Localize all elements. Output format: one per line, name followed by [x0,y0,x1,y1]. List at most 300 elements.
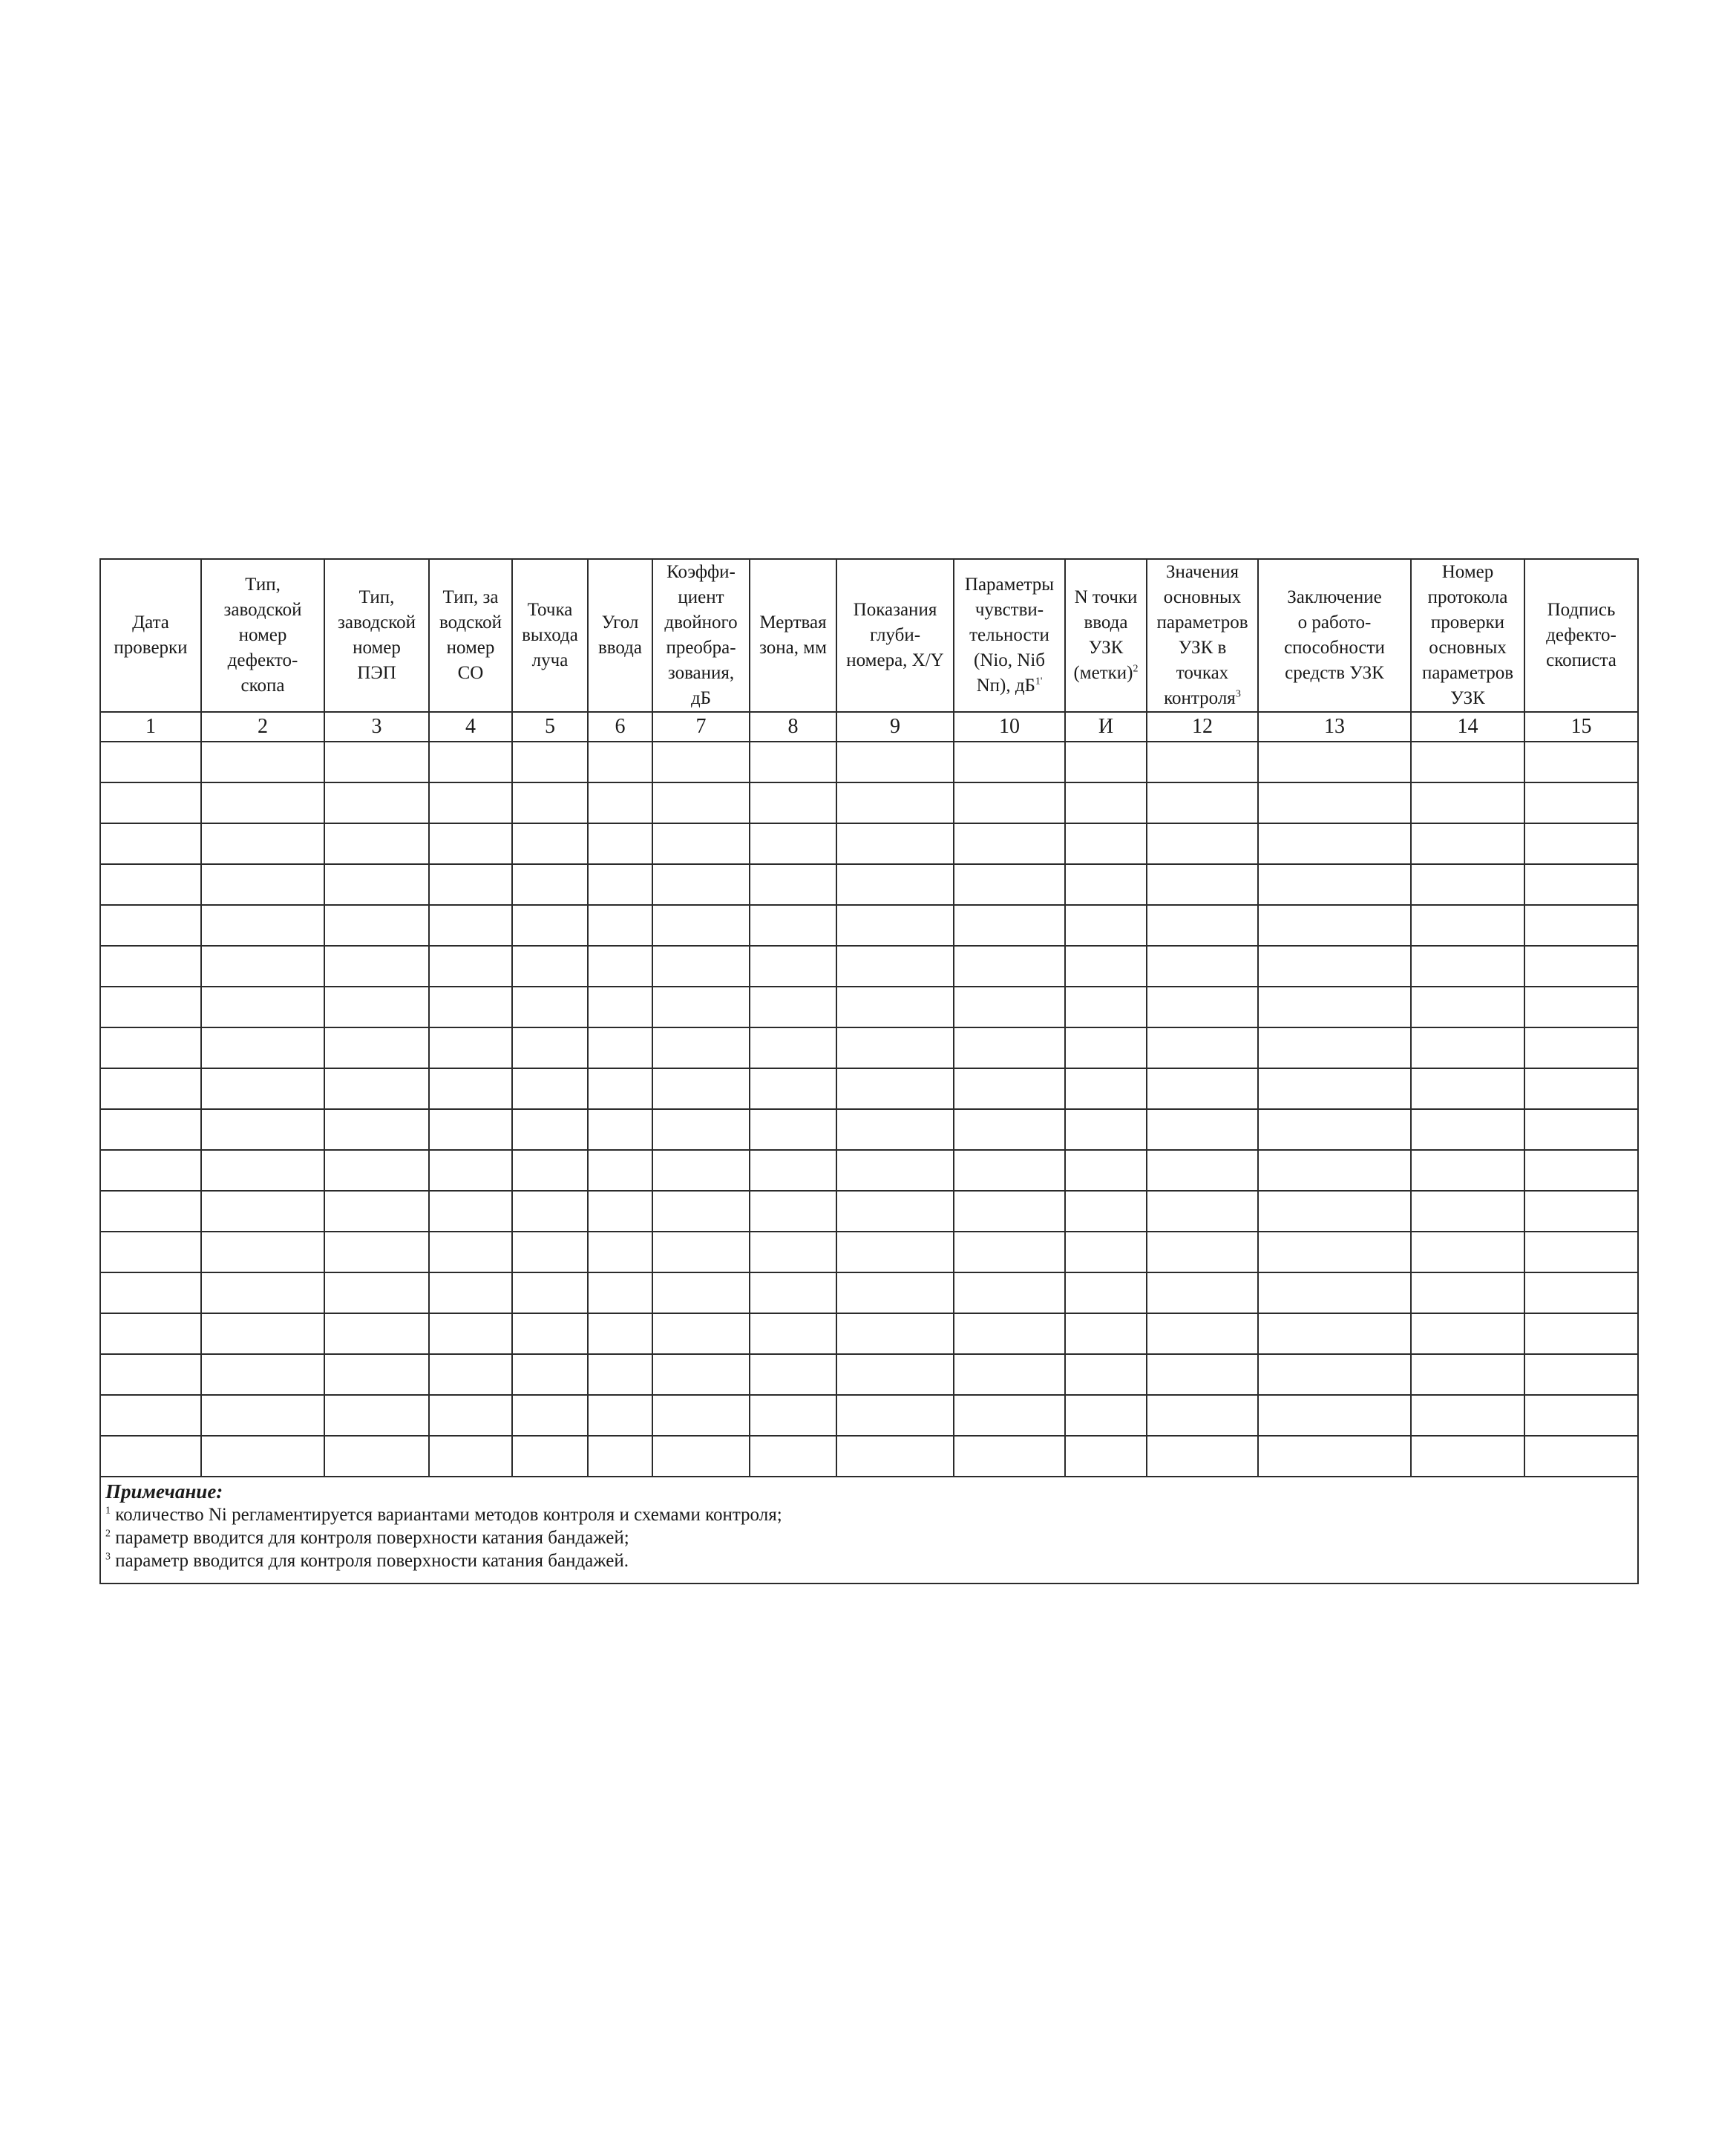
table-cell[interactable] [1524,1395,1638,1436]
table-cell[interactable] [201,1232,324,1272]
table-cell[interactable] [201,1272,324,1313]
table-cell[interactable] [750,946,836,987]
table-cell[interactable] [1524,823,1638,864]
table-cell[interactable] [1524,1150,1638,1191]
table-cell[interactable] [512,1191,588,1232]
table-cell[interactable] [750,1150,836,1191]
table-cell[interactable] [512,1150,588,1191]
table-cell[interactable] [836,1313,954,1354]
table-cell[interactable] [954,1313,1065,1354]
table-cell[interactable] [1411,1232,1524,1272]
table-cell[interactable] [1065,1395,1147,1436]
header-beam-exit-point: Точка выхода луча [512,559,588,712]
table-cell[interactable] [100,823,201,864]
table-cell[interactable] [1065,1027,1147,1068]
table-cell[interactable] [750,1354,836,1395]
table-cell[interactable] [100,1191,201,1232]
table-cell[interactable] [1258,1395,1411,1436]
table-cell[interactable] [1147,1232,1258,1272]
table-cell[interactable] [512,823,588,864]
table-cell[interactable] [324,1436,429,1477]
column-number: 8 [750,712,836,742]
table-cell[interactable] [512,1109,588,1150]
table-cell[interactable] [954,1027,1065,1068]
table-cell[interactable] [1258,987,1411,1027]
table-cell[interactable] [652,1109,750,1150]
table-cell[interactable] [201,1109,324,1150]
table-cell[interactable] [652,1150,750,1191]
table-row [100,864,1638,905]
table-cell[interactable] [750,782,836,823]
header-superscript: 1' [1035,676,1043,687]
table-cell[interactable] [1411,905,1524,946]
table-cell[interactable] [324,1027,429,1068]
table-cell[interactable] [429,905,512,946]
table-cell[interactable] [1147,1354,1258,1395]
table-cell[interactable] [1065,987,1147,1027]
table-cell[interactable] [750,1395,836,1436]
table-cell[interactable] [1524,1232,1638,1272]
table-cell[interactable] [429,782,512,823]
table-cell[interactable] [512,782,588,823]
table-cell[interactable] [652,1027,750,1068]
table-cell[interactable] [324,1232,429,1272]
table-cell[interactable] [100,782,201,823]
table-cell[interactable] [1524,782,1638,823]
table-cell[interactable] [1524,1272,1638,1313]
table-cell[interactable] [750,1272,836,1313]
table-cell[interactable] [429,987,512,1027]
table-cell[interactable] [1411,1313,1524,1354]
table-cell[interactable] [1524,1109,1638,1150]
table-cell[interactable] [836,987,954,1027]
table-cell[interactable] [1147,987,1258,1027]
table-cell[interactable] [652,742,750,782]
table-cell[interactable] [836,1232,954,1272]
table-cell[interactable] [1258,782,1411,823]
table-cell[interactable] [652,987,750,1027]
table-cell[interactable] [954,823,1065,864]
table-cell[interactable] [1524,905,1638,946]
table-cell[interactable] [100,987,201,1027]
table-cell[interactable] [324,1395,429,1436]
table-cell[interactable] [1258,823,1411,864]
table-cell[interactable] [652,1436,750,1477]
table-cell[interactable] [652,1313,750,1354]
table-cell[interactable] [1258,1027,1411,1068]
table-cell[interactable] [1411,1068,1524,1109]
table-cell[interactable] [1258,1436,1411,1477]
table-cell[interactable] [324,823,429,864]
table-cell[interactable] [750,742,836,782]
table-cell[interactable] [954,905,1065,946]
table-cell[interactable] [1411,782,1524,823]
table-cell[interactable] [588,1027,652,1068]
table-cell[interactable] [512,905,588,946]
table-cell[interactable] [954,864,1065,905]
table-cell[interactable] [201,1395,324,1436]
table-cell[interactable] [1411,1436,1524,1477]
table-cell[interactable] [836,782,954,823]
table-cell[interactable] [1147,946,1258,987]
table-cell[interactable] [750,1436,836,1477]
note-row [100,1477,1638,1584]
table-cell[interactable] [954,1272,1065,1313]
table-cell[interactable] [836,823,954,864]
table-cell[interactable] [1411,987,1524,1027]
table-cell[interactable] [1065,1232,1147,1272]
table-cell[interactable] [429,823,512,864]
table-cell[interactable] [954,1068,1065,1109]
table-cell[interactable] [836,1272,954,1313]
table-cell[interactable] [1147,1027,1258,1068]
table-cell[interactable] [588,1436,652,1477]
table-cell[interactable] [750,1027,836,1068]
table-cell[interactable] [429,1272,512,1313]
table-cell[interactable] [429,1436,512,1477]
table-cell[interactable] [1524,742,1638,782]
table-cell[interactable] [1411,1109,1524,1150]
table-cell[interactable] [652,864,750,905]
table-cell[interactable] [652,1272,750,1313]
table-cell[interactable] [1524,946,1638,987]
table-cell[interactable] [1524,987,1638,1027]
table-cell[interactable] [324,1109,429,1150]
table-cell[interactable] [954,1109,1065,1150]
table-cell[interactable] [512,1395,588,1436]
table-cell[interactable] [652,1068,750,1109]
table-cell[interactable] [100,1395,201,1436]
table-cell[interactable] [836,1191,954,1232]
table-cell[interactable] [954,1150,1065,1191]
table-cell[interactable] [588,782,652,823]
table-row [100,946,1638,987]
note-line [105,1503,1633,1526]
table-cell[interactable] [836,1109,954,1150]
table-cell[interactable] [1411,946,1524,987]
table-cell[interactable] [1411,823,1524,864]
table-cell[interactable] [100,1027,201,1068]
table-cell[interactable] [588,1354,652,1395]
table-cell[interactable] [1065,1436,1147,1477]
table-row [100,1436,1638,1477]
table-cell[interactable] [1065,905,1147,946]
table-cell[interactable] [1258,905,1411,946]
table-cell[interactable] [201,1436,324,1477]
table-cell[interactable] [512,864,588,905]
table-cell[interactable] [1411,1150,1524,1191]
inspection-table [99,558,1639,1584]
table-cell[interactable] [652,946,750,987]
table-cell[interactable] [954,1191,1065,1232]
table-cell[interactable] [429,1027,512,1068]
note-line [105,1549,1633,1572]
column-number: 9 [836,712,954,742]
table-row [100,782,1638,823]
table-cell[interactable] [100,864,201,905]
table-cell[interactable] [1258,946,1411,987]
table-cell[interactable] [1147,1313,1258,1354]
table-cell[interactable] [1065,1272,1147,1313]
table-cell[interactable] [512,742,588,782]
table-cell[interactable] [429,946,512,987]
table-cell[interactable] [1065,1313,1147,1354]
table-cell[interactable] [1524,1354,1638,1395]
table-cell[interactable] [588,1109,652,1150]
table-cell[interactable] [512,1272,588,1313]
table-cell[interactable] [750,905,836,946]
table-cell[interactable] [1147,1436,1258,1477]
table-cell[interactable] [652,905,750,946]
table-cell[interactable] [652,1232,750,1272]
table-cell[interactable] [1411,1191,1524,1232]
table-cell[interactable] [1065,1068,1147,1109]
table-cell[interactable] [1258,1109,1411,1150]
table-cell[interactable] [100,1272,201,1313]
table-cell[interactable] [1065,1150,1147,1191]
table-row [100,1313,1638,1354]
table-cell[interactable] [836,946,954,987]
table-cell[interactable] [836,1436,954,1477]
table-cell[interactable] [588,946,652,987]
table-cell[interactable] [1147,864,1258,905]
table-cell[interactable] [201,823,324,864]
table-cell[interactable] [100,946,201,987]
table-cell[interactable] [1411,1395,1524,1436]
table-cell[interactable] [1411,742,1524,782]
table-cell[interactable] [512,1436,588,1477]
table-cell[interactable] [100,1068,201,1109]
table-cell[interactable] [1065,864,1147,905]
table-cell[interactable] [588,905,652,946]
table-cell[interactable] [429,1150,512,1191]
table-cell[interactable] [750,1191,836,1232]
table-cell[interactable] [1065,1109,1147,1150]
table-cell[interactable] [588,1232,652,1272]
table-cell[interactable] [1258,1191,1411,1232]
table-cell[interactable] [429,1068,512,1109]
table-cell[interactable] [512,1354,588,1395]
table-cell[interactable] [836,864,954,905]
table-cell[interactable] [750,1109,836,1150]
table-row [100,1354,1638,1395]
table-cell[interactable] [588,1068,652,1109]
table-cell[interactable] [1411,1027,1524,1068]
table-cell[interactable] [100,1354,201,1395]
table-cell[interactable] [201,987,324,1027]
table-cell[interactable] [1147,823,1258,864]
table-cell[interactable] [201,1027,324,1068]
table-cell[interactable] [324,1313,429,1354]
table-cell[interactable] [324,946,429,987]
table-cell[interactable] [750,864,836,905]
table-cell[interactable] [1065,782,1147,823]
table-cell[interactable] [512,946,588,987]
table-cell[interactable] [1258,1272,1411,1313]
table-cell[interactable] [954,1354,1065,1395]
table-cell[interactable] [429,1395,512,1436]
table-cell[interactable] [1147,1150,1258,1191]
table-cell[interactable] [1065,1191,1147,1232]
table-cell[interactable] [429,1313,512,1354]
note-text: параметр вводится для контроля поверхности катания бандажей. [111,1551,629,1571]
table-cell[interactable] [588,864,652,905]
table-cell[interactable] [1065,1354,1147,1395]
table-cell[interactable] [100,1313,201,1354]
table-cell[interactable] [100,742,201,782]
table-cell[interactable] [836,1027,954,1068]
table-cell[interactable] [588,1395,652,1436]
table-cell[interactable] [429,864,512,905]
table-cell[interactable] [1147,1272,1258,1313]
table-cell[interactable] [201,782,324,823]
table-cell[interactable] [324,905,429,946]
header-conversion-coefficient: Коэффи- циент двойного преобра- зования, дБ [652,559,750,712]
table-cell[interactable] [1258,1150,1411,1191]
table-cell[interactable] [588,823,652,864]
table-cell[interactable] [588,987,652,1027]
table-cell[interactable] [1258,742,1411,782]
column-number-row [100,712,1638,742]
table-cell[interactable] [1065,742,1147,782]
table-cell[interactable] [652,823,750,864]
table-cell[interactable] [1524,864,1638,905]
table-cell[interactable] [1411,1354,1524,1395]
table-cell[interactable] [954,742,1065,782]
table-cell[interactable] [512,1232,588,1272]
table-cell[interactable] [1065,823,1147,864]
table-cell[interactable] [954,782,1065,823]
table-cell[interactable] [836,1150,954,1191]
table-cell[interactable] [1524,1436,1638,1477]
header-reference-block: Тип, за водской номер СО [429,559,512,712]
table-cell[interactable] [1258,1068,1411,1109]
table-cell[interactable] [588,1150,652,1191]
table-cell[interactable] [324,1191,429,1232]
table-cell[interactable] [588,742,652,782]
note-text: количество Ni регламентируется вариантами методов контроля и схемами контроля; [111,1505,782,1525]
table-cell[interactable] [324,1272,429,1313]
column-number: 10 [954,712,1065,742]
table-cell[interactable] [324,1150,429,1191]
table-cell[interactable] [324,1354,429,1395]
table-cell[interactable] [512,1313,588,1354]
table-cell[interactable] [1258,1354,1411,1395]
table-row [100,905,1638,946]
table-cell[interactable] [1524,1313,1638,1354]
table-cell[interactable] [100,1232,201,1272]
table-cell[interactable] [836,1395,954,1436]
table-cell[interactable] [100,905,201,946]
header-sensitivity: Параметры чувстви- тельности (Nio, Niб Nп), $дБ^{1'}$ [954,559,1065,712]
table-cell[interactable] [954,1395,1065,1436]
table-cell[interactable] [836,905,954,946]
table-cell[interactable] [429,742,512,782]
table-cell[interactable] [1147,1068,1258,1109]
header-superscript: 3 [1235,688,1241,700]
table-cell[interactable] [1524,1191,1638,1232]
column-number: И [1065,712,1147,742]
table-cell[interactable] [324,987,429,1027]
table-cell[interactable] [429,1109,512,1150]
table-cell[interactable] [100,1436,201,1477]
table-cell[interactable] [201,946,324,987]
table-cell[interactable] [1258,864,1411,905]
table-row [100,1272,1638,1313]
table-cell[interactable] [954,1232,1065,1272]
table-cell[interactable] [836,1068,954,1109]
note-superscript: 2 [105,1528,111,1540]
table-cell[interactable] [652,1354,750,1395]
table-cell[interactable] [1411,1272,1524,1313]
table-cell[interactable] [954,1436,1065,1477]
table-cell[interactable] [201,1150,324,1191]
table-cell[interactable] [1147,905,1258,946]
table-cell[interactable] [836,1354,954,1395]
inspection-log-form [99,558,1637,1584]
table-cell[interactable] [954,946,1065,987]
table-cell[interactable] [429,1354,512,1395]
table-cell[interactable] [201,905,324,946]
table-cell[interactable] [652,1395,750,1436]
table-cell[interactable] [324,742,429,782]
table-cell[interactable] [1524,1027,1638,1068]
table-cell[interactable] [512,987,588,1027]
table-cell[interactable] [588,1313,652,1354]
table-cell[interactable] [1411,864,1524,905]
table-cell[interactable] [750,1313,836,1354]
table-cell[interactable] [201,742,324,782]
table-cell[interactable] [201,864,324,905]
table-cell[interactable] [1524,1068,1638,1109]
table-cell[interactable] [652,1191,750,1232]
table-cell[interactable] [1258,1232,1411,1272]
table-cell[interactable] [1065,946,1147,987]
table-cell[interactable] [750,987,836,1027]
table-cell[interactable] [836,742,954,782]
table-cell[interactable] [750,1232,836,1272]
table-cell[interactable] [100,1109,201,1150]
column-number: 12 [1147,712,1258,742]
table-cell[interactable] [100,1150,201,1191]
table-cell[interactable] [201,1191,324,1232]
table-cell[interactable] [1147,782,1258,823]
note-superscript: 3 [105,1551,111,1563]
table-cell[interactable] [201,1354,324,1395]
table-cell[interactable] [1147,742,1258,782]
table-cell[interactable] [652,782,750,823]
table-cell[interactable] [512,1027,588,1068]
table-cell[interactable] [1147,1191,1258,1232]
table-cell[interactable] [750,823,836,864]
table-row [100,1027,1638,1068]
table-cell[interactable] [588,1191,652,1232]
table-cell[interactable] [1147,1395,1258,1436]
table-cell[interactable] [429,1191,512,1232]
table-cell[interactable] [201,1313,324,1354]
table-cell[interactable] [429,1232,512,1272]
table-cell[interactable] [588,1272,652,1313]
table-cell[interactable] [512,1068,588,1109]
table-cell[interactable] [954,987,1065,1027]
table-cell[interactable] [201,1068,324,1109]
table-cell[interactable] [1147,1109,1258,1150]
table-cell[interactable] [324,1068,429,1109]
table-cell[interactable] [1258,1313,1411,1354]
table-cell[interactable] [750,1068,836,1109]
table-cell[interactable] [324,782,429,823]
table-cell[interactable] [324,864,429,905]
